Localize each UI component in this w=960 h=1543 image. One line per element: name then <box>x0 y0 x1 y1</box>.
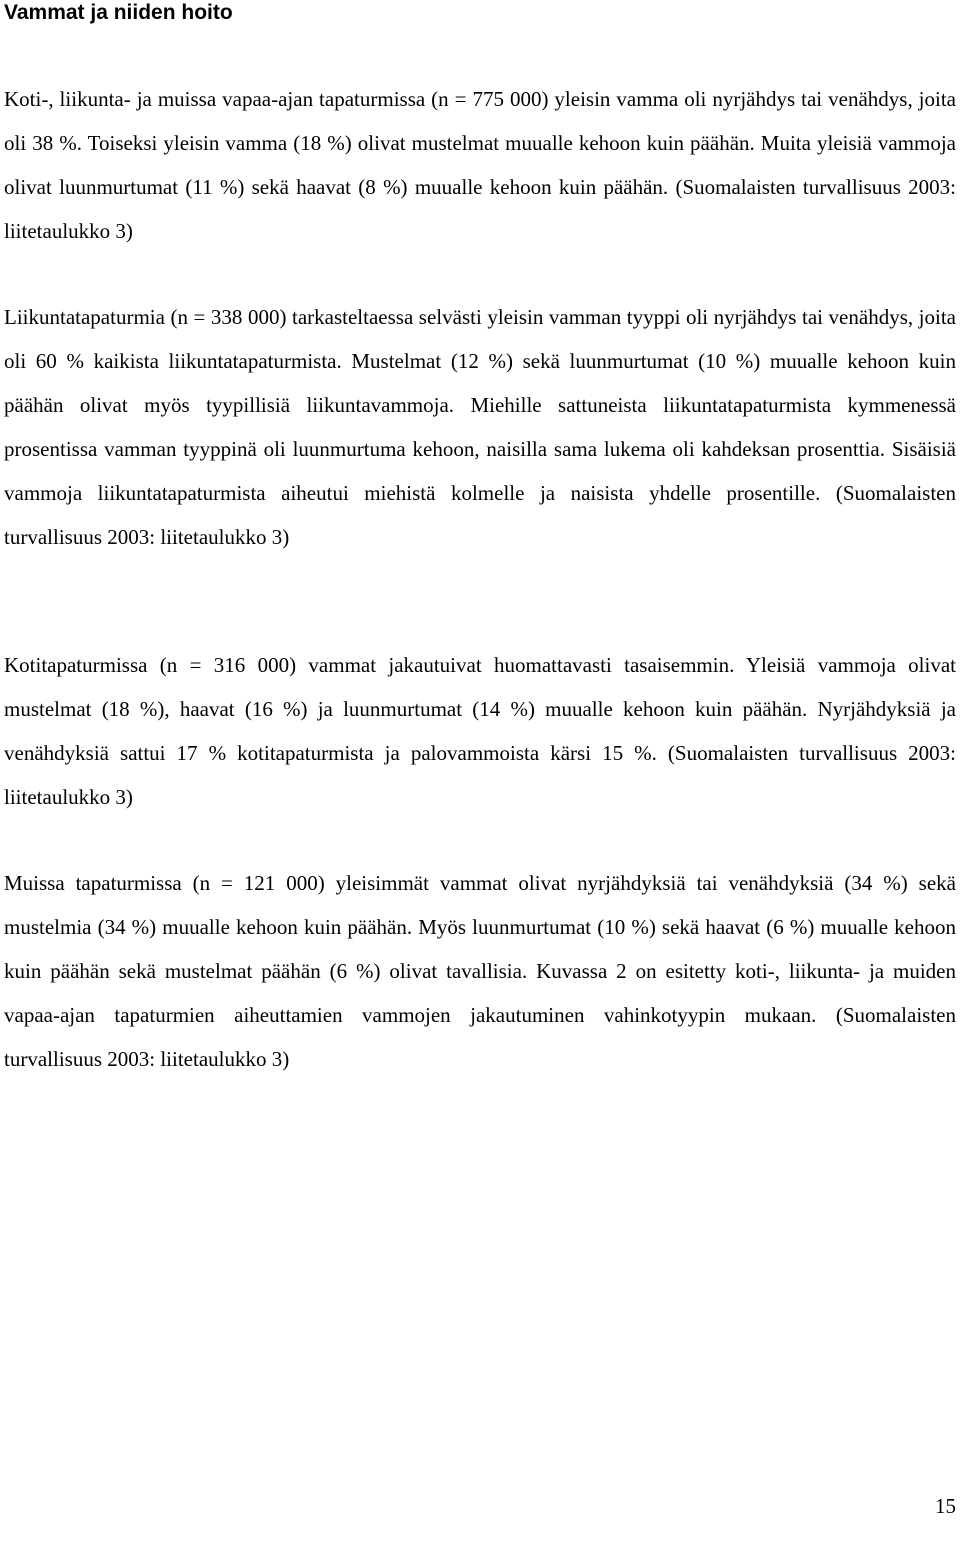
paragraph-all-injuries: Koti-, liikunta- ja muissa vapaa-ajan tapaturmissa (n = 775 000) yleisin vamma oli nyrjähdys tai venähdys, joita oli 38 %. Toiseksi yleisin vamma (18 %) olivat mustelmat muualle kehoon kuin päähän. Muita yleisiä vammoja olivat luunmurtumat (11 %) sekä haavat (8 %) muualle kehoon kuin päähän. (Suomalaisten turvallisuus 2003: liitetaulukko 3) <box>4 87 956 243</box>
page-number: 15 <box>935 1494 956 1518</box>
section-heading: Vammat ja niiden hoito <box>4 1 233 24</box>
paragraph-other-injuries: Muissa tapaturmissa (n = 121 000) yleisimmät vammat olivat nyrjähdyksiä tai venähdyksiä (34 %) sekä mustelmia (34 %) muualle kehoon kuin päähän. Myös luunmurtumat (10 %) sekä haavat (6 %) muualle kehoon kuin päähän sekä mustelmat päähän (6 %) olivat tavallisia. Kuvassa 2 on esitetty koti-, liikunta- ja muiden vapaa-ajan tapaturmien aiheuttamien vammojen jakautuminen vahinkotyypin mukaan. (Suomalaisten turvallisuus 2003: liitetaulukko 3) <box>4 871 956 1071</box>
paragraph-home-injuries: Kotitapaturmissa (n = 316 000) vammat jakautuivat huomattavasti tasaisemmin. Yleisiä vammoja olivat mustelmat (18 %), haavat (16 %) ja luunmurtumat (14 %) muualle kehoon kuin päähän. Nyrjähdyksiä ja venähdyksiä sattui 17 % kotitapaturmista ja palovammoista kärsi 15 %. (Suomalaisten turvallisuus 2003: liitetaulukko 3) <box>4 653 956 809</box>
paragraph-sports-injuries: Liikuntatapaturmia (n = 338 000) tarkasteltaessa selvästi yleisin vamman tyyppi oli nyrjähdys tai venähdys, joita oli 60 % kaikista liikuntatapaturmista. Mustelmat (12 %) sekä luunmurtumat (10 %) muualle kehoon kuin päähän olivat myös tyypillisiä liikuntavammoja. Miehille sattuneista liikuntatapaturmista kymmenessä prosentissa vamman tyyppinä oli luunmurtuma kehoon, naisilla sama lukema oli kahdeksan prosenttia. Sisäisiä vammoja liikuntatapaturmista aiheutui miehistä kolmelle ja naisista yhdelle prosentille. (Suomalaisten turvallisuus 2003: liitetaulukko 3) <box>4 305 956 549</box>
